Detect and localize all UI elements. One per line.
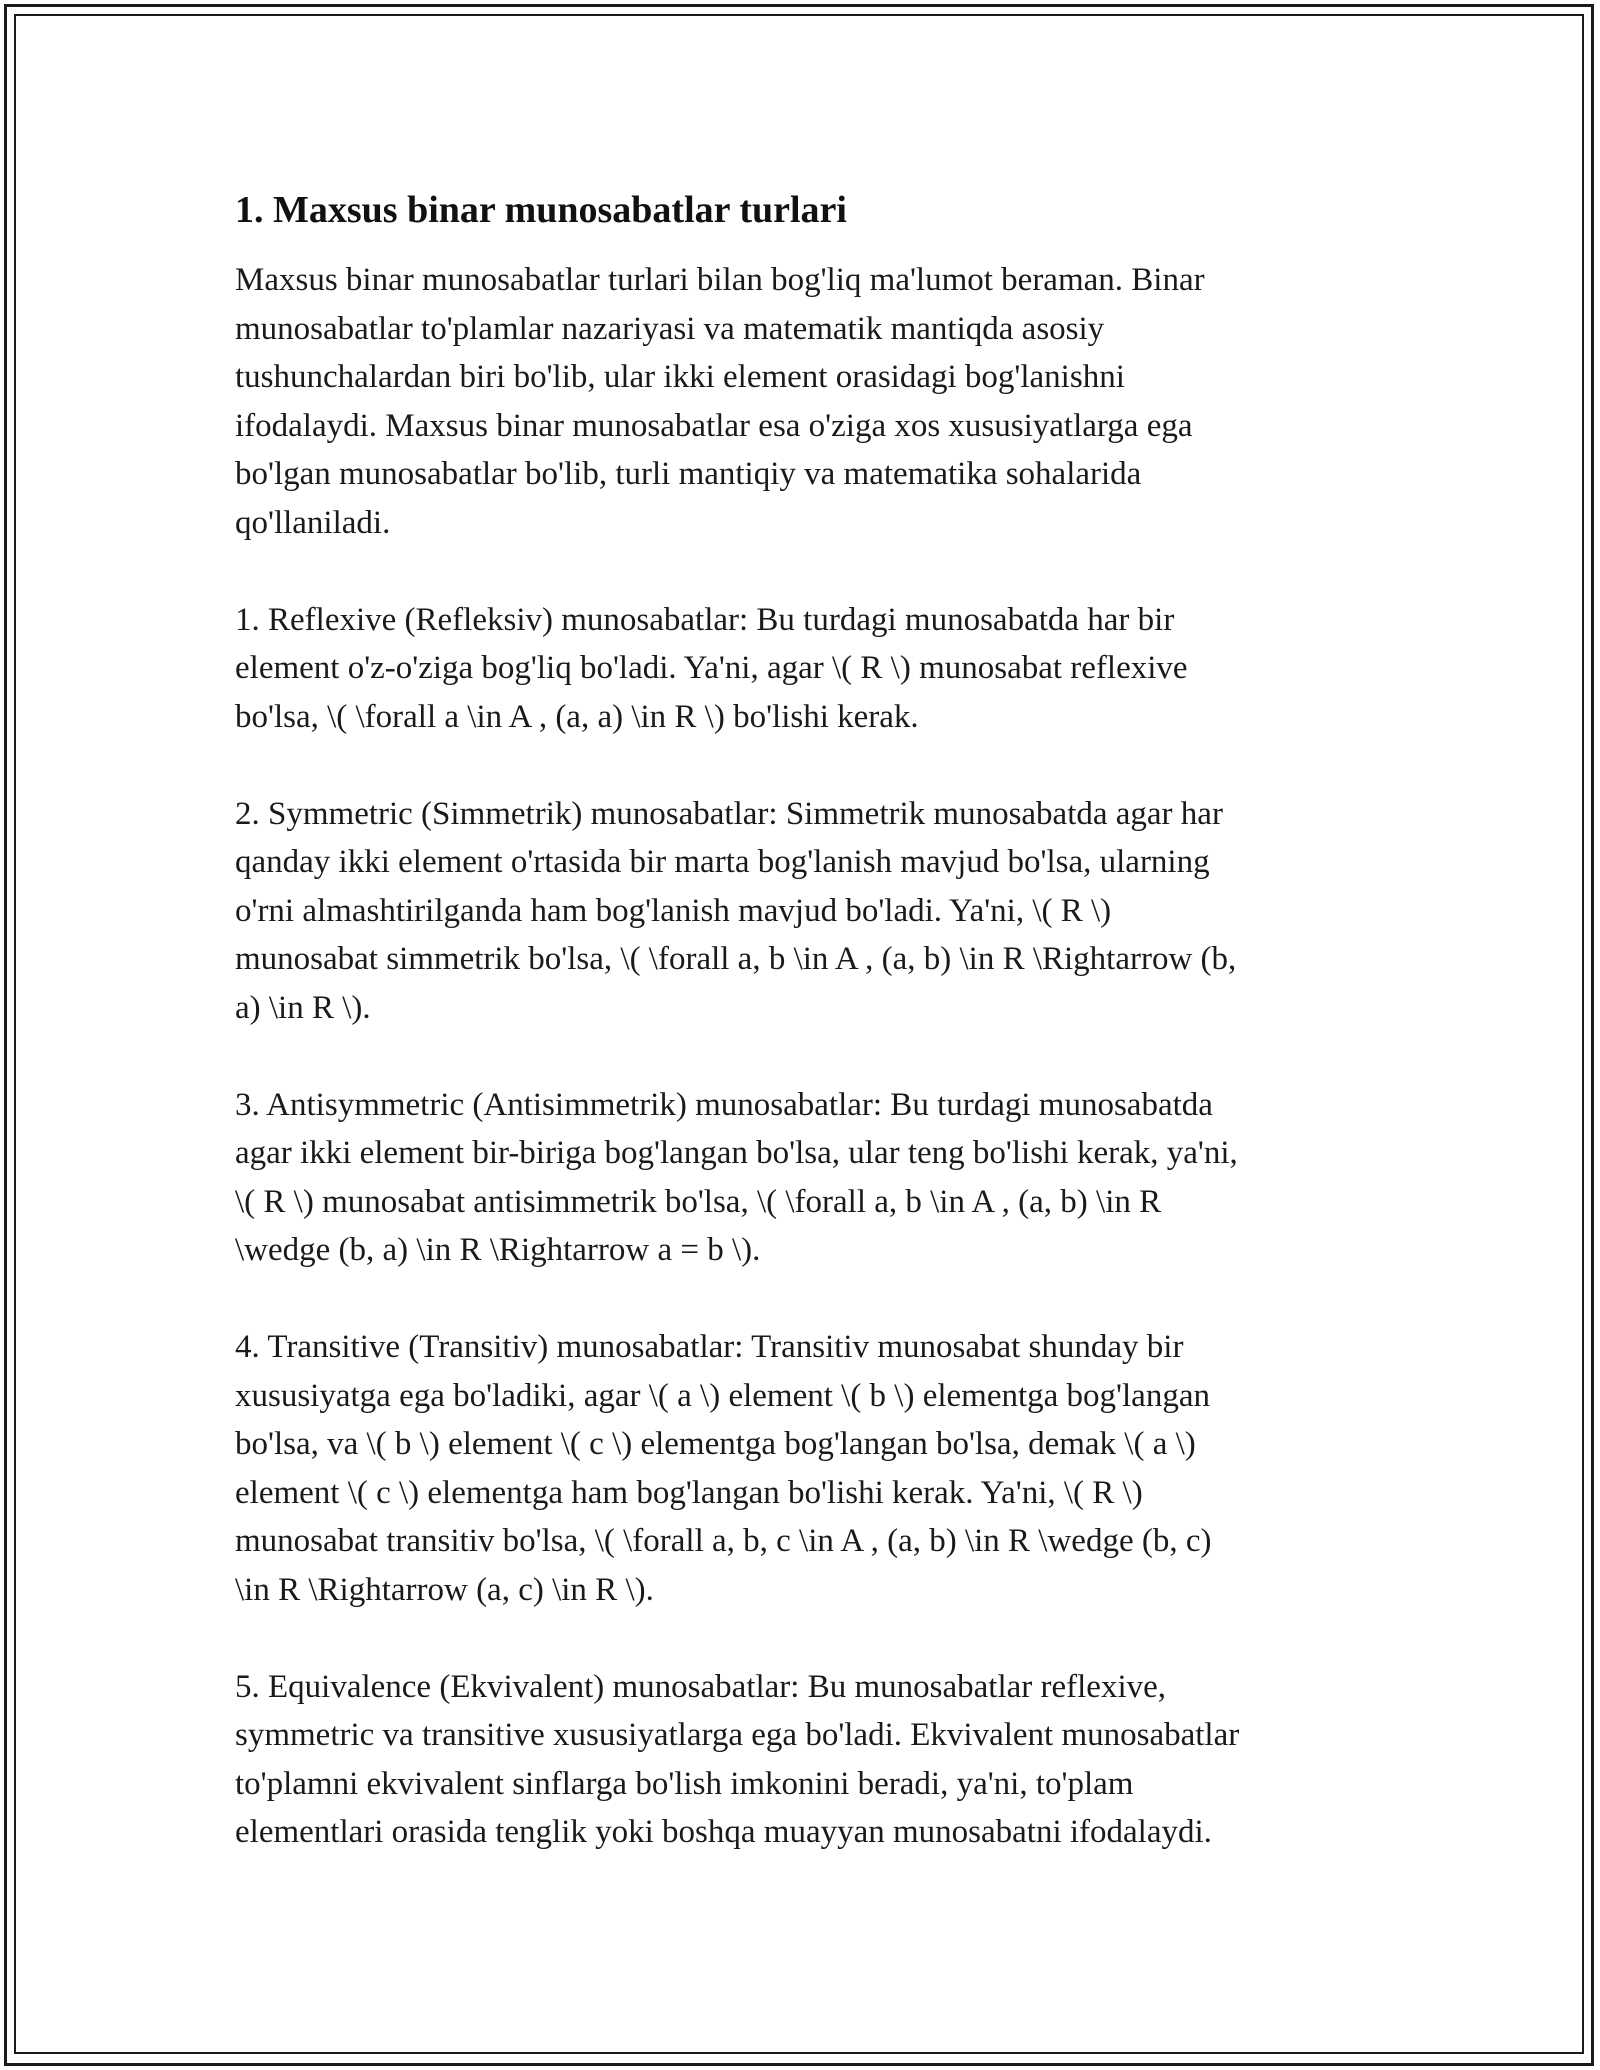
page-title: 1. Maxsus binar munosabatlar turlari (235, 189, 847, 231)
transitive-paragraph: 4. Transitive (Transitiv) munosabatlar: Transitiv munosabat shunday bir xususiyatga ega bo'ladiki, agar \( a \) element \( b \) elementga bog'langan bo'lsa, va \( b \) element \( c \) elementga bog'langan bo'lsa, demak \( a \) element \( c \) elementga ham bog'langan bo'lishi kerak. Ya'ni, \( R \) munosabat transitiv bo'lsa, \( \forall a, b, c \in A , (a, b) \in R \wedge (b, c) \in R \Rightarrow (a, c) \in R \). (235, 1329, 1212, 1608)
equivalence-paragraph: 5. Equivalence (Ekvivalent) munosabatlar: Bu munosabatlar reflexive, symmetric va transitive xususiyatlarga ega bo'ladi. Ekvivalent munosabatlar to'plamni ekvivalent sinflarga bo'lish imkonini beradi, ya'ni, to'plam elementlari orasida tenglik yoki boshqa muayyan munosabatni ifodalaydi. (235, 1668, 1240, 1850)
document-body (235, 186, 1360, 1857)
intro-paragraph: Maxsus binar munosabatlar turlari bilan bog'liq ma'lumot beraman. Binar munosabatlar to'plamlar nazariyasi va matematik mantiqda asosiy tushunchalardan biri bo'lib, ular ikki element orasidagi bog'lanishni ifodalaydi. Maxsus binar munosabatlar esa o'ziga xos xususiyatlarga ega bo'lgan munosabatlar bo'lib, turli mantiqiy va matematika sohalarida qo'llaniladi. (235, 262, 1205, 541)
antisymmetric-paragraph: 3. Antisymmetric (Antisimmetrik) munosabatlar: Bu turdagi munosabatda agar ikki element bir-biriga bog'langan bo'lsa, ular teng bo'lishi kerak, ya'ni, \( R \) munosabat antisimmetrik bo'lsa, \( \forall a, b \in A , (a, b) \in R \wedge (b, a) \in R \Rightarrow a = b \). (235, 1086, 1238, 1268)
reflexive-paragraph: 1. Reflexive (Refleksiv) munosabatlar: Bu turdagi munosabatda har bir element o'z-o'ziga bog'liq bo'ladi. Ya'ni, agar \( R \) munosabat reflexive bo'lsa, \( \forall a \in A , (a, a) \in R \) bo'lishi kerak. (235, 601, 1188, 735)
symmetric-paragraph: 2. Symmetric (Simmetrik) munosabatlar: Simmetrik munosabatda agar har qanday ikki element o'rtasida bir marta bog'lanish mavjud bo'lsa, ularning o'rni almashtirilganda ham bog'lanish mavjud bo'ladi. Ya'ni, \( R \) munosabat simmetrik bo'lsa, \( \forall a, b \in A , (a, b) \in R \Rightarrow (b, a) \in R \). (235, 795, 1237, 1026)
